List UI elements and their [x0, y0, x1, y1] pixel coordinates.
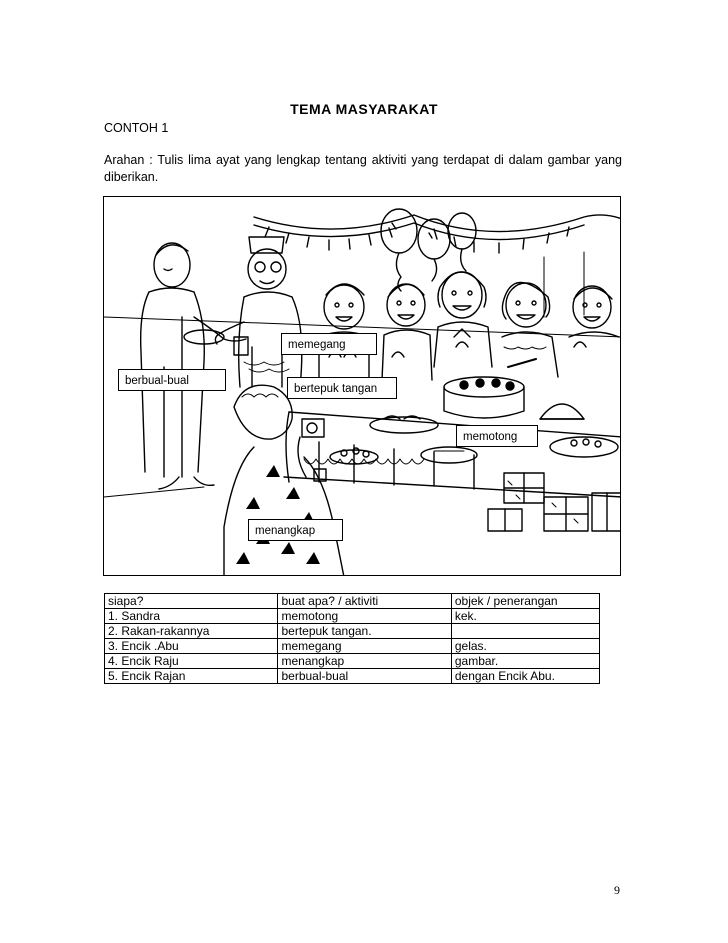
table-cell: bertepuk tangan.	[278, 624, 451, 639]
label-memegang: memegang	[281, 333, 377, 355]
table-cell: menangkap	[278, 654, 451, 669]
cake	[444, 359, 536, 418]
page-title: TEMA MASYARAKAT	[290, 101, 438, 117]
table-row	[105, 639, 600, 654]
party-table	[284, 412, 621, 497]
page-number: 9	[614, 883, 620, 897]
table-cell: berbual-bual	[278, 669, 451, 684]
table-cell: 2. Rakan-rakannya	[105, 624, 278, 639]
label-menangkap: menangkap	[248, 519, 343, 541]
table-cell: kek.	[451, 609, 599, 624]
label-bertepuk-tangan: bertepuk tangan	[287, 377, 397, 399]
table-row	[105, 669, 600, 684]
table-cell: dengan Encik Abu.	[451, 669, 599, 684]
table-header-cell: objek / penerangan	[451, 594, 599, 609]
table-cell: 4. Encik Raju	[105, 654, 278, 669]
illustration-frame	[103, 196, 621, 576]
table-cell: memotong	[278, 609, 451, 624]
table-row	[105, 654, 600, 669]
garland-decoration	[254, 215, 621, 253]
table-cell: 1. Sandra	[105, 609, 278, 624]
table-header-cell: buat apa? / aktiviti	[278, 594, 451, 609]
gift-boxes	[488, 473, 621, 531]
table-cell	[451, 624, 599, 639]
photographer-figure	[224, 385, 344, 576]
label-memotong: memotong	[456, 425, 538, 447]
table-header-row	[105, 594, 600, 609]
activity-table	[104, 593, 600, 684]
table-header-cell: siapa?	[105, 594, 278, 609]
instruction-text: Arahan : Tulis lima ayat yang lengkap tentang aktiviti yang terdapat di dalam gambar yang diberikan.	[104, 153, 622, 184]
table-cell: 3. Encik .Abu	[105, 639, 278, 654]
table-cell: 5. Encik Rajan	[105, 669, 278, 684]
section-label: CONTOH 1	[104, 121, 169, 135]
man-left-figure	[141, 243, 246, 489]
table-cell: gambar.	[451, 654, 599, 669]
table-cell: gelas.	[451, 639, 599, 654]
man-songkok-figure	[215, 237, 301, 387]
table-cell: memegang	[278, 639, 451, 654]
table-row	[105, 609, 600, 624]
label-berbual-bual: berbual-bual	[118, 369, 226, 391]
table-row	[105, 624, 600, 639]
